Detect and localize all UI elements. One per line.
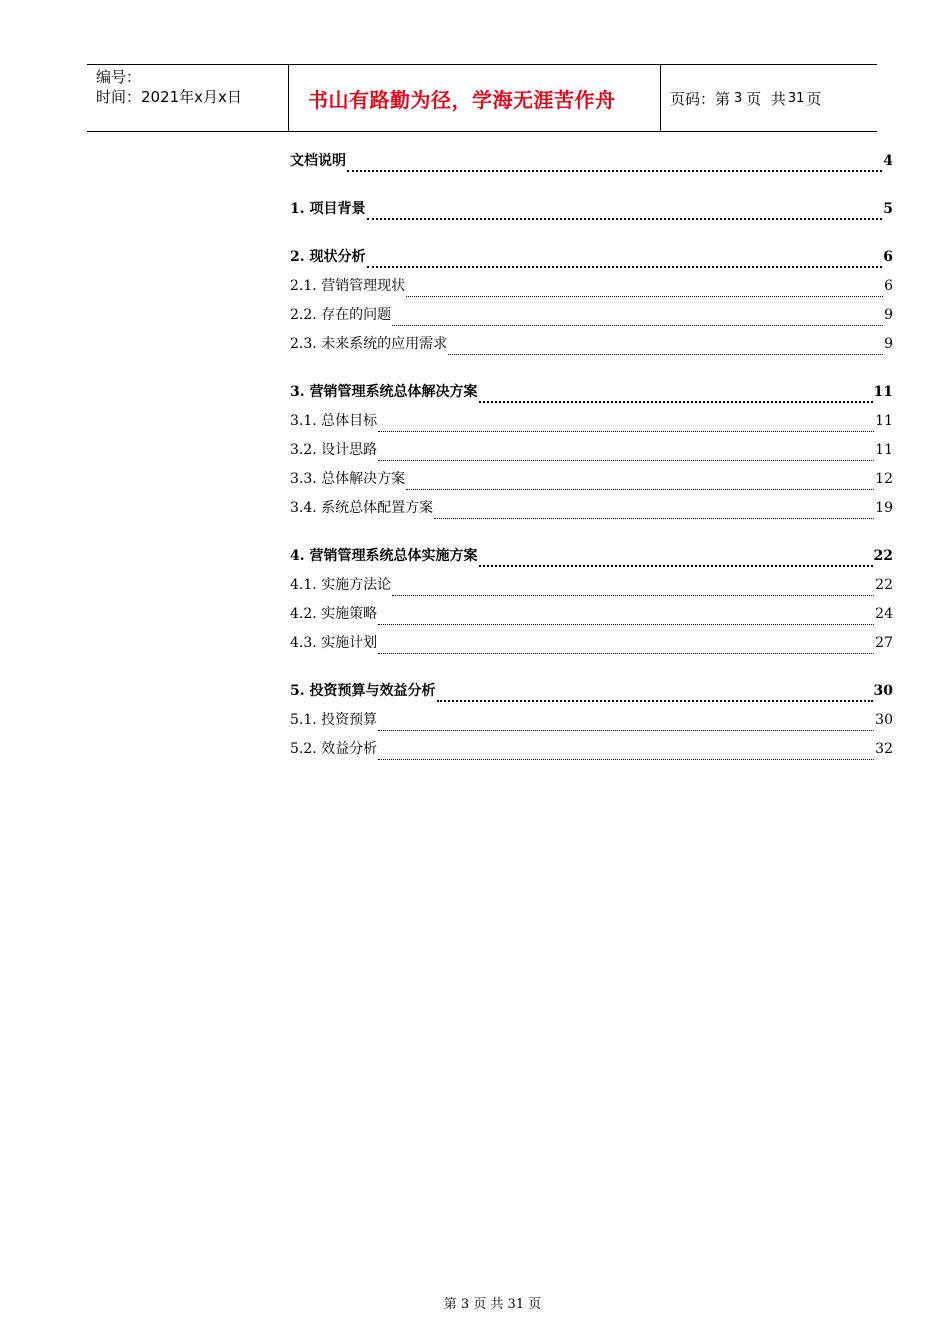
toc-dot-leader <box>479 401 873 403</box>
toc-entry-page: 22 <box>873 548 893 564</box>
toc-entry-title: 5.1. 投资预算 <box>290 712 378 728</box>
toc-entry[interactable] <box>290 275 893 304</box>
toc-dot-leader <box>367 266 883 268</box>
toc-dot-leader <box>378 759 874 760</box>
toc-dot-leader <box>392 325 883 326</box>
document-number-label: 编号： <box>96 68 142 86</box>
toc-entry-page: 5 <box>883 201 893 217</box>
toc-dot-leader <box>392 595 874 596</box>
toc-entry[interactable] <box>290 574 893 603</box>
table-of-contents <box>290 150 893 767</box>
toc-entry-page: 30 <box>875 712 893 728</box>
toc-entry-title: 3.4. 系统总体配置方案 <box>290 500 434 516</box>
toc-dot-leader <box>406 296 883 297</box>
toc-entry-page: 24 <box>875 606 893 622</box>
toc-entry[interactable] <box>290 246 893 275</box>
toc-entry[interactable] <box>290 545 893 574</box>
toc-entry-page: 12 <box>875 471 893 487</box>
toc-entry-title: 4.2. 实施策略 <box>290 606 378 622</box>
toc-entry-title: 2.2. 存在的问题 <box>290 307 392 323</box>
toc-entry-page: 6 <box>883 249 893 265</box>
toc-entry[interactable] <box>290 198 893 227</box>
toc-entry[interactable] <box>290 381 893 410</box>
toc-entry-page: 6 <box>884 278 893 294</box>
toc-entry-title: 4.3. 实施计划 <box>290 635 378 651</box>
page-suffix: 页 <box>806 89 822 108</box>
toc-entry[interactable] <box>290 150 893 179</box>
page-current: 3 <box>734 90 743 106</box>
toc-entry-title: 3.2. 设计思路 <box>290 442 378 458</box>
toc-entry[interactable] <box>290 439 893 468</box>
toc-dot-leader <box>367 218 883 220</box>
toc-dot-leader <box>434 518 874 519</box>
toc-dot-leader <box>378 730 874 731</box>
toc-entry-page: 11 <box>875 413 893 429</box>
toc-entry-page: 32 <box>875 741 893 757</box>
toc-entry-title: 1. 项目背景 <box>290 201 366 217</box>
toc-dot-leader <box>378 624 874 625</box>
toc-entry[interactable] <box>290 603 893 632</box>
toc-entry-title: 5.2. 效益分析 <box>290 741 378 757</box>
toc-entry-page: 30 <box>873 683 893 699</box>
toc-entry[interactable] <box>290 497 893 526</box>
toc-dot-leader <box>437 700 873 702</box>
toc-entry[interactable] <box>290 632 893 661</box>
toc-entry[interactable] <box>290 680 893 709</box>
toc-dot-leader <box>347 170 882 172</box>
page-footer: 第 3 页 共 31 页 <box>443 1297 542 1312</box>
toc-dot-leader <box>378 653 874 654</box>
toc-entry[interactable] <box>290 738 893 767</box>
toc-entry[interactable] <box>290 468 893 497</box>
toc-entry-title: 5. 投资预算与效益分析 <box>290 683 436 699</box>
header-motto-cell <box>288 65 661 131</box>
toc-dot-leader <box>479 565 873 567</box>
toc-entry-title: 2.3. 未来系统的应用需求 <box>290 336 448 352</box>
toc-entry-title: 3.1. 总体目标 <box>290 413 378 429</box>
page-total: 31 <box>787 90 805 106</box>
toc-entry-title: 3.3. 总体解决方案 <box>290 471 406 487</box>
toc-entry-page: 22 <box>875 577 893 593</box>
toc-entry[interactable] <box>290 333 893 362</box>
page-mid: 页 共 <box>746 89 786 108</box>
toc-entry-page: 19 <box>875 500 893 516</box>
toc-entry-title: 4.1. 实施方法论 <box>290 577 392 593</box>
header-meta <box>87 65 288 131</box>
toc-entry-page: 9 <box>884 307 893 323</box>
toc-entry-title: 2. 现状分析 <box>290 249 366 265</box>
toc-entry-title: 2.1. 营销管理现状 <box>290 278 406 294</box>
toc-entry-page: 11 <box>873 384 893 400</box>
toc-entry[interactable] <box>290 709 893 738</box>
toc-entry-page: 4 <box>883 153 893 169</box>
page-header <box>87 64 877 132</box>
toc-dot-leader <box>378 431 874 432</box>
toc-dot-leader <box>406 489 874 490</box>
page-prefix: 页码：第 <box>670 89 731 108</box>
header-motto: 书山有路勤为径，学海无涯苦作舟 <box>308 87 616 112</box>
toc-entry[interactable] <box>290 410 893 439</box>
toc-entry-page: 11 <box>875 442 893 458</box>
document-time-label: 时间：2021年x月x日 <box>96 88 242 106</box>
toc-entry[interactable] <box>290 304 893 333</box>
header-page-info <box>661 65 877 131</box>
toc-dot-leader <box>448 354 883 355</box>
toc-dot-leader <box>378 460 874 461</box>
toc-entry-title: 3. 营销管理系统总体解决方案 <box>290 384 478 400</box>
toc-entry-title: 文档说明 <box>290 153 346 169</box>
toc-entry-page: 27 <box>875 635 893 651</box>
toc-entry-title: 4. 营销管理系统总体实施方案 <box>290 548 478 564</box>
toc-entry-page: 9 <box>884 336 893 352</box>
